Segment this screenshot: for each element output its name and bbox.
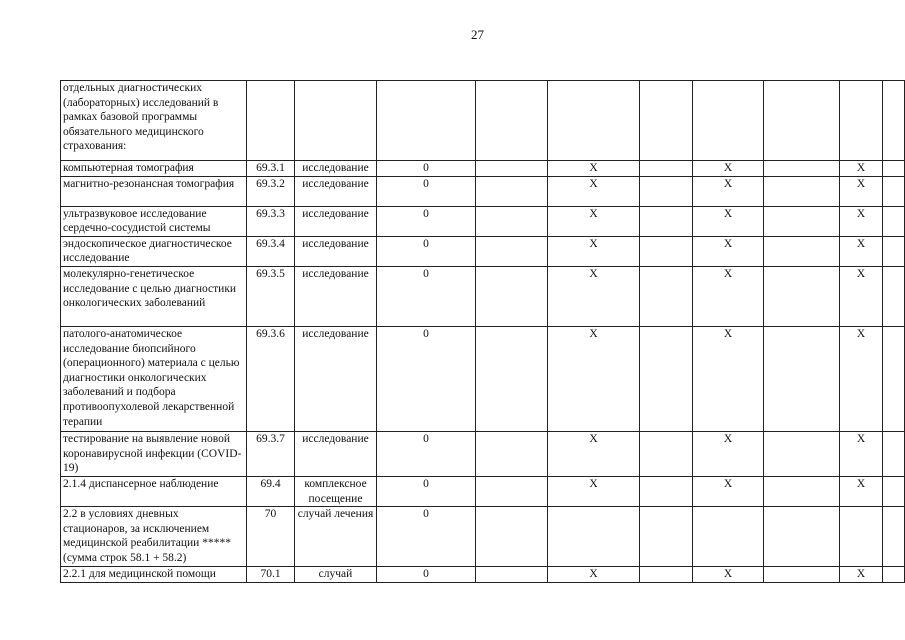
row-code-cell: [247, 81, 295, 161]
mark-cell: [840, 507, 883, 567]
empty-cell: [883, 266, 905, 326]
mark-cell: X: [548, 431, 640, 476]
row-unit-cell: комплексное посещение: [295, 476, 377, 506]
empty-cell: [476, 507, 548, 567]
empty-cell: [764, 507, 840, 567]
value-cell: 0: [377, 326, 476, 431]
mark-cell: X: [548, 476, 640, 506]
empty-cell: [640, 431, 693, 476]
empty-cell: [476, 431, 548, 476]
mark-cell: X: [693, 266, 764, 326]
value-cell: [377, 81, 476, 161]
empty-cell: [640, 176, 693, 206]
row-code-cell: 69.3.2: [247, 176, 295, 206]
value-cell: 0: [377, 206, 476, 236]
empty-cell: [764, 266, 840, 326]
mark-cell: X: [548, 567, 640, 583]
empty-cell: [476, 567, 548, 583]
table-row: [61, 567, 905, 583]
empty-cell: [640, 266, 693, 326]
empty-cell: [883, 81, 905, 161]
empty-cell: [883, 476, 905, 506]
mark-cell: X: [548, 176, 640, 206]
value-cell: 0: [377, 176, 476, 206]
data-table: [60, 80, 905, 583]
row-name-cell: 2.1.4 диспансерное наблюдение: [61, 476, 247, 506]
row-name-cell: 2.2 в условиях дневных стационаров, за исключением медицинской реабилитации ***** (сумма строк 58.1 + 58.2): [61, 507, 247, 567]
mark-cell: [840, 81, 883, 161]
empty-cell: [883, 206, 905, 236]
empty-cell: [764, 326, 840, 431]
mark-cell: [693, 507, 764, 567]
row-code-cell: 69.4: [247, 476, 295, 506]
value-cell: 0: [377, 476, 476, 506]
mark-cell: X: [693, 236, 764, 266]
empty-cell: [764, 176, 840, 206]
row-unit-cell: исследование: [295, 431, 377, 476]
mark-cell: X: [840, 476, 883, 506]
empty-cell: [640, 326, 693, 431]
row-name-cell: молекулярно-генетическое исследование с целью диагностики онкологических заболеваний: [61, 266, 247, 326]
mark-cell: X: [840, 236, 883, 266]
mark-cell: X: [840, 161, 883, 177]
table-row: [61, 236, 905, 266]
empty-cell: [640, 507, 693, 567]
empty-cell: [764, 476, 840, 506]
row-name-cell: отдельных диагностических (лабораторных) исследований в рамках базовой программы обязательного медицинского страхования:: [61, 81, 247, 161]
row-unit-cell: исследование: [295, 326, 377, 431]
mark-cell: X: [548, 326, 640, 431]
mark-cell: X: [693, 431, 764, 476]
row-unit-cell: исследование: [295, 236, 377, 266]
empty-cell: [476, 236, 548, 266]
mark-cell: X: [840, 176, 883, 206]
row-unit-cell: исследование: [295, 266, 377, 326]
empty-cell: [640, 236, 693, 266]
row-code-cell: 70: [247, 507, 295, 567]
mark-cell: [548, 507, 640, 567]
table-row: [61, 266, 905, 326]
empty-cell: [476, 326, 548, 431]
row-code-cell: 69.3.6: [247, 326, 295, 431]
table-row: [61, 431, 905, 476]
table-row: [61, 161, 905, 177]
empty-cell: [883, 431, 905, 476]
row-code-cell: 69.3.1: [247, 161, 295, 177]
mark-cell: X: [840, 326, 883, 431]
mark-cell: X: [840, 266, 883, 326]
table-row: [61, 176, 905, 206]
empty-cell: [764, 206, 840, 236]
mark-cell: [548, 81, 640, 161]
empty-cell: [640, 567, 693, 583]
row-unit-cell: случай лечения: [295, 507, 377, 567]
row-name-cell: патолого-анатомическое исследование биопсийного (операционного) материала с целью диагностики онкологических заболеваний и подбора противоопухолевой лекарственной терапии: [61, 326, 247, 431]
mark-cell: X: [840, 206, 883, 236]
row-code-cell: 69.3.7: [247, 431, 295, 476]
mark-cell: X: [548, 161, 640, 177]
mark-cell: X: [693, 326, 764, 431]
empty-cell: [640, 81, 693, 161]
row-name-cell: компьютерная томография: [61, 161, 247, 177]
empty-cell: [640, 476, 693, 506]
table-row: [61, 326, 905, 431]
value-cell: 0: [377, 236, 476, 266]
mark-cell: X: [548, 206, 640, 236]
row-unit-cell: исследование: [295, 206, 377, 236]
empty-cell: [764, 431, 840, 476]
mark-cell: X: [693, 206, 764, 236]
value-cell: 0: [377, 507, 476, 567]
value-cell: 0: [377, 567, 476, 583]
value-cell: 0: [377, 266, 476, 326]
row-code-cell: 69.3.3: [247, 206, 295, 236]
row-code-cell: 70.1: [247, 567, 295, 583]
page-number: 27: [471, 27, 484, 42]
empty-cell: [883, 236, 905, 266]
empty-cell: [764, 161, 840, 177]
empty-cell: [764, 81, 840, 161]
value-cell: 0: [377, 161, 476, 177]
table-row: [61, 476, 905, 506]
row-name-cell: 2.2.1 для медицинской помощи: [61, 567, 247, 583]
empty-cell: [883, 161, 905, 177]
mark-cell: X: [840, 431, 883, 476]
empty-cell: [764, 567, 840, 583]
value-cell: 0: [377, 431, 476, 476]
empty-cell: [883, 176, 905, 206]
row-unit-cell: исследование: [295, 161, 377, 177]
empty-cell: [476, 266, 548, 326]
row-code-cell: 69.3.5: [247, 266, 295, 326]
row-code-cell: 69.3.4: [247, 236, 295, 266]
mark-cell: X: [693, 176, 764, 206]
empty-cell: [476, 176, 548, 206]
mark-cell: X: [693, 476, 764, 506]
table-row: [61, 507, 905, 567]
empty-cell: [883, 507, 905, 567]
row-unit-cell: исследование: [295, 176, 377, 206]
mark-cell: X: [548, 236, 640, 266]
row-name-cell: ультразвуковое исследование сердечно-сосудистой системы: [61, 206, 247, 236]
empty-cell: [640, 206, 693, 236]
empty-cell: [640, 161, 693, 177]
row-name-cell: тестирование на выявление новой коронавирусной инфекции (COVID-19): [61, 431, 247, 476]
mark-cell: X: [693, 161, 764, 177]
empty-cell: [883, 567, 905, 583]
empty-cell: [476, 206, 548, 236]
row-unit-cell: случай: [295, 567, 377, 583]
empty-cell: [476, 476, 548, 506]
mark-cell: X: [693, 567, 764, 583]
table-row: [61, 206, 905, 236]
table-row: [61, 81, 905, 161]
empty-cell: [764, 236, 840, 266]
mark-cell: X: [548, 266, 640, 326]
mark-cell: X: [840, 567, 883, 583]
row-unit-cell: [295, 81, 377, 161]
row-name-cell: магнитно-резонансная томография: [61, 176, 247, 206]
empty-cell: [476, 161, 548, 177]
empty-cell: [476, 81, 548, 161]
row-name-cell: эндоскопическое диагностическое исследование: [61, 236, 247, 266]
empty-cell: [883, 326, 905, 431]
mark-cell: [693, 81, 764, 161]
